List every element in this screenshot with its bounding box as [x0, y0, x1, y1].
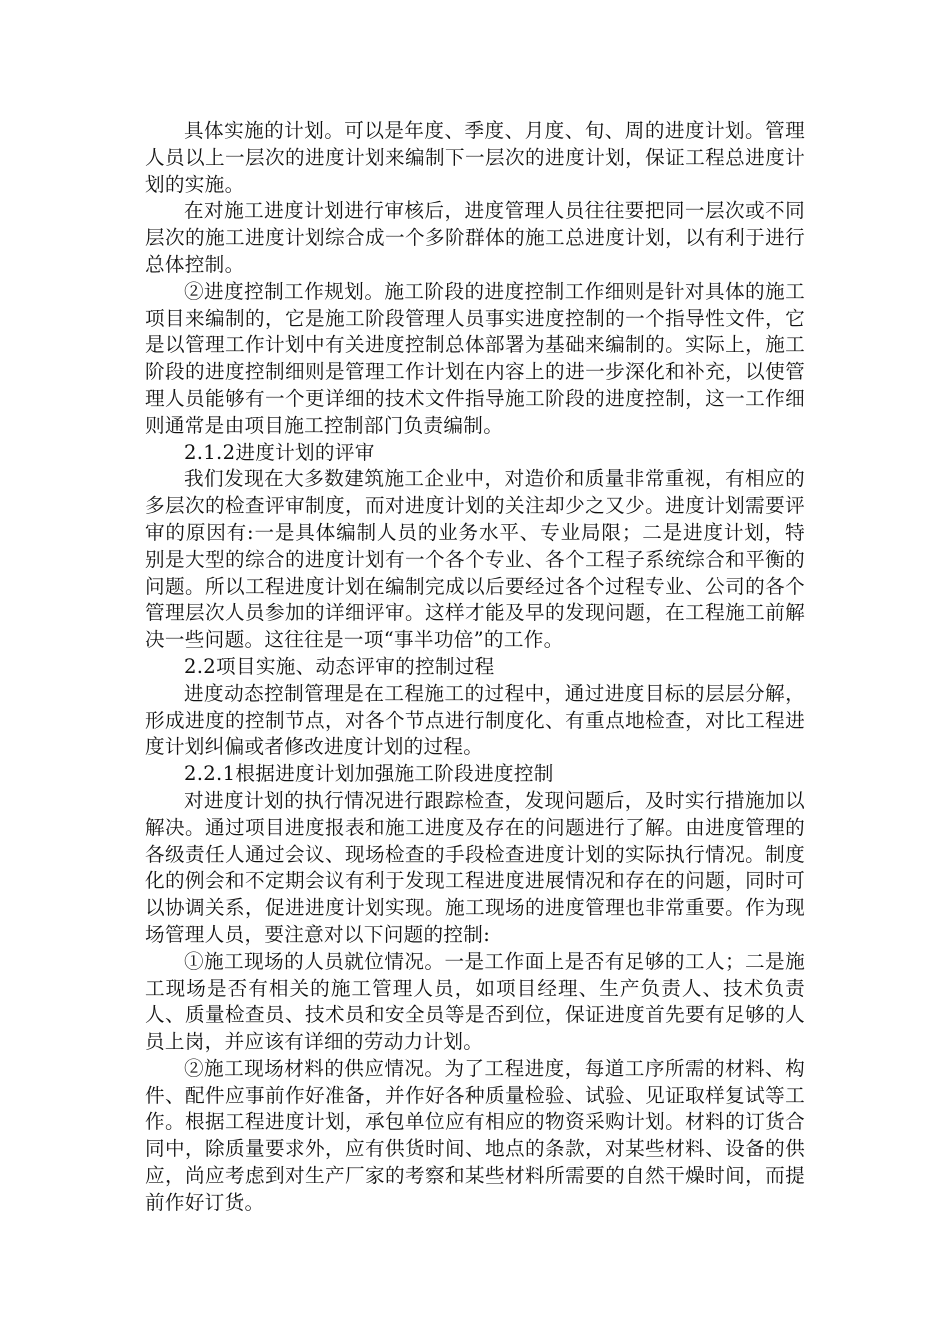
paragraph-material-supply: ②施工现场材料的供应情况。为了工程进度，每道工序所需的材料、构件、配件应事前作好准备，并作好各种质量检验、试验、见证取样复试等工作。根据工程进度计划，承包单位应有相应的物资采购计划。材料的订货合同中，除质量要求外，应有供货时间、地点的条款，对某些材料、设备的供应，尚应考虑到对生产厂家的考察和某些材料所需要的自然干燥时间，而提前作好订货。 [145, 1056, 805, 1214]
paragraph-work-rules: ②进度控制工作规划。施工阶段的进度控制工作细则是针对具体的施工项目来编制的，它是施工阶段管理人员事实进度控制的一个指导性文件，它是以管理工作计划中有关进度控制总体部署为基础来编制的。实际上，施工阶段的进度控制细则是管理工作计划在内容上的进一步深化和补充，以使管理人员能够有一个更详细的技术文件指导施工阶段的进度控制，这一工作细则通常是由项目施工控制部门负责编制。 [145, 279, 805, 437]
section-heading-2-2: 2.2项目实施、动态评审的控制过程 [184, 654, 495, 678]
paragraph-staffing: ①施工现场的人员就位情况。一是工作面上是否有足够的工人；二是施工现场是否有相关的施工管理人员，如项目经理、生产负责人、技术负责人、质量检查员、技术员和安全员等是否到位，保证进度首先要有足够的人员上岗，并应该有详细的劳动力计划。 [145, 949, 805, 1054]
paragraph-plan-evaluation: 我们发现在大多数建筑施工企业中，对造价和质量非常重视，有相应的多层次的检查评审制度，而对进度计划的关注却少之又少。进度计划需要评审的原因有:一是具体编制人员的业务水平、专业局限；二是进度计划，特别是大型的综合的进度计划有一个各个专业、各个工程子系统综合和平衡的问题。所以工程进度计划在编制完成以后要经过各个过程专业、公司的各个管理层次人员参加的详细评审。这样才能及早的发现问题，在工程施工前解决一些问题。这往往是一项“事半功倍”的工作。 [145, 467, 805, 652]
paragraph-plan-levels: 具体实施的计划。可以是年度、季度、月度、旬、周的进度计划。管理人员以上一层次的进度计划来编制下一层次的进度计划，保证工程总进度计划的实施。 [145, 119, 805, 196]
paragraph-dynamic-control: 进度动态控制管理是在工程施工的过程中，通过进度目标的层层分解，形成进度的控制节点，对各个节点进行制度化、有重点地检查，对比工程进度计划纠偏或者修改进度计划的过程。 [145, 681, 805, 759]
section-heading-2-1-2: 2.1.2进度计划的评审 [184, 440, 375, 464]
section-heading-2-2-1: 2.2.1根据进度计划加强施工阶段进度控制 [184, 762, 554, 786]
paragraph-plan-review: 在对施工进度计划进行审核后，进度管理人员往往要把同一层次或不同层次的施工进度计划综合成一个多阶群体的施工总进度计划，以有利于进行总体控制。 [145, 199, 805, 276]
paragraph-tracking-check: 对进度计划的执行情况进行跟踪检查，发现问题后，及时实行措施加以解决。通过项目进度报表和施工进度及存在的问题进行了解。由进度管理的各级责任人通过会议、现场检查的手段检查进度计划的实际执行情况。制度化的例会和不定期会议有利于发现工程进度进展情况和存在的问题，同时可以协调关系，促进进度计划实现。施工现场的进度管理也非常重要。作为现场管理人员，要注意对以下问题的控制: [145, 788, 805, 946]
document-body [145, 118, 805, 1217]
